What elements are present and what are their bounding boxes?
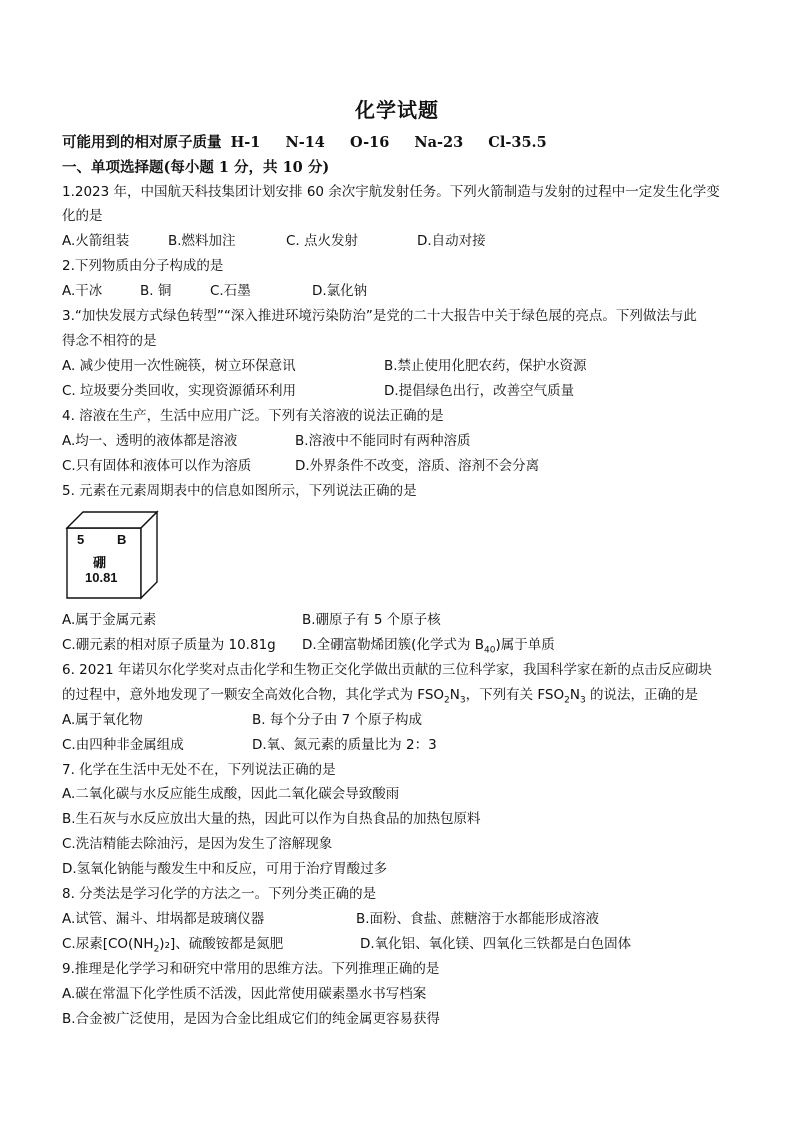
q5-option-c: C.硼元素的相对原子质量为 10.81g bbox=[62, 637, 276, 653]
q6-text-4: N bbox=[569, 687, 580, 703]
mass-h: H-1 bbox=[230, 134, 261, 151]
q4-option-a: A.均一、透明的液体都是溶液 bbox=[62, 433, 238, 449]
element-cube-outline bbox=[65, 510, 160, 600]
q5-option-a: A.属于金属元素 bbox=[62, 612, 157, 628]
q7-option-c: C.洗洁精能去除油污，是因为发生了溶解现象 bbox=[62, 836, 333, 852]
q6-sub-1: 2 bbox=[444, 695, 450, 706]
q8-option-a: A.试管、漏斗、坩埚都是玻璃仪器 bbox=[62, 911, 265, 927]
element-atomic-mass: 10.81 bbox=[85, 570, 118, 585]
mass-o: O-16 bbox=[349, 134, 390, 151]
q1-stem-line2: 化的是 bbox=[62, 208, 103, 224]
atomic-masses-line bbox=[62, 131, 567, 152]
q6-stem-line1: 6. 2021 年诺贝尔化学奖对点击化学和生物正交化学做出贡献的三位科学家，我国科学家在新的点击反应砌块 bbox=[62, 662, 712, 678]
q3-option-d: D.提倡绿色出行，改善空气质量 bbox=[384, 383, 575, 399]
q1-option-d: D.自动对接 bbox=[417, 233, 486, 249]
section-heading: 一、单项选择题(每小题 1 分，共 10 分) bbox=[62, 159, 330, 176]
q3-option-b: B.禁止使用化肥农药，保护水资源 bbox=[384, 358, 587, 374]
q6-option-a: A.属于氧化物 bbox=[62, 712, 143, 728]
q2-option-d: D.氯化钠 bbox=[312, 283, 368, 299]
q4-option-d: D.外界条件不改变，溶质、溶剂不会分离 bbox=[295, 458, 540, 474]
mass-na: Na-23 bbox=[414, 134, 464, 151]
q5-option-d-text: D.全硼富勒烯团簇(化学式为 B bbox=[302, 637, 485, 653]
q2-option-c: C.石墨 bbox=[210, 283, 251, 299]
element-atomic-number: 5 bbox=[77, 532, 85, 547]
q1-stem-line1: 1.2023 年，中国航天科技集团计划安排 60 余次宇航发射任务。下列火箭制造与发射的过程中一定发生化学变 bbox=[62, 184, 720, 200]
q1-option-c: C. 点火发射 bbox=[286, 233, 359, 249]
q4-option-c: C.只有固体和液体可以作为溶质 bbox=[62, 458, 252, 474]
q5-stem: 5. 元素在元素周期表中的信息如图所示，下列说法正确的是 bbox=[62, 483, 417, 499]
element-card bbox=[65, 510, 160, 600]
element-symbol: B bbox=[117, 532, 127, 547]
q8-option-c bbox=[62, 934, 283, 960]
q8-option-c-text-end: )₂]、硫酸铵都是氮肥 bbox=[159, 936, 284, 952]
q6-option-c: C.由四种非金属组成 bbox=[62, 737, 184, 753]
q5-option-b: B.硼原子有 5 个原子核 bbox=[302, 612, 441, 628]
atomic-masses-label: 可能用到的相对原子质量 bbox=[62, 134, 222, 151]
q9-option-b: B.合金被广泛使用，是因为合金比组成它们的纯金属更容易获得 bbox=[62, 1011, 441, 1027]
q2-option-b: B. 铜 bbox=[140, 283, 172, 299]
q8-stem: 8. 分类法是学习化学的方法之一。下列分类正确的是 bbox=[62, 886, 377, 902]
q9-stem: 9.推理是化学学习和研究中常用的思维方法。下列推理正确的是 bbox=[62, 961, 440, 977]
q6-text-3: ，下列有关 FSO bbox=[465, 687, 565, 703]
page-title: 化学试题 bbox=[355, 98, 439, 122]
q1-option-a: A.火箭组装 bbox=[62, 233, 130, 249]
q8-option-c-text: C.尿素[CO(NH bbox=[62, 936, 154, 952]
q8-option-b: B.面粉、食盐、蔗糖溶于水都能形成溶液 bbox=[356, 911, 600, 927]
q7-stem: 7. 化学在生活中无处不在，下列说法正确的是 bbox=[62, 762, 336, 778]
q6-sub-4: 3 bbox=[579, 695, 586, 706]
q6-sub-2: 3 bbox=[459, 695, 466, 706]
q4-stem: 4. 溶液在生产，生活中应用广泛。下列有关溶液的说法正确的是 bbox=[62, 408, 444, 424]
q6-option-b: B. 每个分子由 7 个原子构成 bbox=[252, 712, 423, 728]
q6-option-d: D.氧、氮元素的质量比为 2：3 bbox=[252, 737, 437, 753]
q5-option-d-subscript: 40 bbox=[484, 645, 496, 656]
q5-option-d bbox=[302, 635, 555, 661]
q2-option-a: A.干冰 bbox=[62, 283, 103, 299]
q6-text-1: 的过程中，意外地发现了一颗安全高效化合物，其化学式为 FSO bbox=[62, 687, 445, 703]
q8-option-d: D.氧化铝、氧化镁、四氧化三铁都是白色固体 bbox=[360, 936, 632, 952]
q8-option-c-subscript: 2 bbox=[153, 944, 160, 955]
q7-option-d: D.氢氧化钠能与酸发生中和反应，可用于治疗胃酸过多 bbox=[62, 861, 388, 877]
q7-option-a: A.二氧化碳与水反应能生成酸，因此二氧化碳会导致酸雨 bbox=[62, 786, 400, 802]
q7-option-b: B.生石灰与水反应放出大量的热，因此可以作为自热食品的加热包原料 bbox=[62, 811, 481, 827]
element-name: 硼 bbox=[93, 556, 107, 571]
mass-n: N-14 bbox=[285, 134, 325, 151]
q2-stem: 2.下列物质由分子构成的是 bbox=[62, 258, 224, 274]
q3-option-a: A. 减少使用一次性碗筷，树立环保意讯 bbox=[62, 358, 296, 374]
mass-cl: Cl-35.5 bbox=[488, 134, 547, 151]
q9-option-a: A.碳在常温下化学性质不活泼，因此常使用碳素墨水书写档案 bbox=[62, 986, 427, 1002]
q4-option-b: B.溶液中不能同时有两种溶质 bbox=[295, 433, 471, 449]
q1-option-b: B.燃料加注 bbox=[168, 233, 236, 249]
q6-sub-3: 2 bbox=[564, 695, 570, 706]
q6-text-2: N bbox=[449, 687, 460, 703]
q6-stem-line2 bbox=[62, 685, 698, 711]
q3-option-c: C. 垃圾要分类回收，实现资源循环利用 bbox=[62, 383, 297, 399]
q3-stem-line1: 3.“加快发展方式绿色转型”“深入推进环境污染防治”是党的二十大报告中关于绿色展的亮点。下列做法与此 bbox=[62, 308, 697, 324]
q3-stem-line2: 得念不相符的是 bbox=[62, 333, 157, 349]
q6-text-5: 的说法，正确的是 bbox=[585, 687, 698, 703]
q5-option-d-text-end: )属于单质 bbox=[495, 637, 555, 653]
